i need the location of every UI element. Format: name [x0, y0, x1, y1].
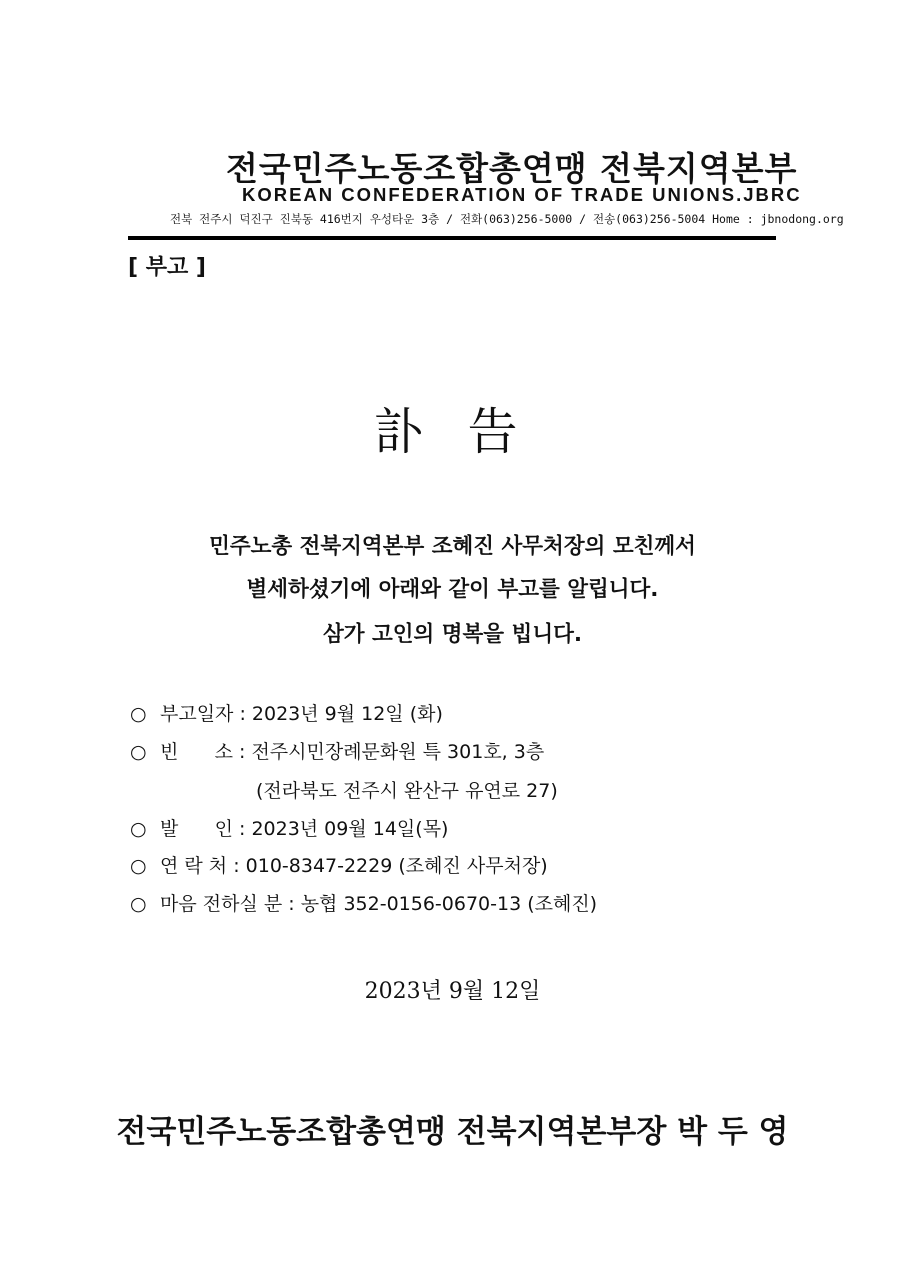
detail-value: 2023년 09월 14일(목) [251, 818, 449, 840]
bullet-icon: ○ [130, 855, 147, 877]
bullet-icon: ○ [130, 893, 147, 915]
detail-label: 빈 소 [160, 741, 233, 763]
signature: 전국민주노동조합총연맹 전북지역본부장 박 두 영 [116, 1114, 789, 1150]
org-name-korean: 전국민주노동조합총연맹 전북지역본부 [226, 149, 798, 188]
detail-label: 마음 전하실 분 [160, 893, 283, 915]
document-date: 2023년 9월 12일 [364, 979, 541, 1004]
bullet-icon: ○ [130, 703, 147, 725]
detail-row-date: ○ 부고일자 : 2023년 9월 12일 (화) [130, 703, 443, 725]
detail-row-departure: ○ 발 인 : 2023년 09월 14일(목) [130, 818, 449, 840]
message-line-1: 민주노총 전북지역본부 조혜진 사무처장의 모친께서 [209, 534, 696, 559]
org-address-line: 전북 전주시 덕진구 진북동 416번지 우성타운 3층 / 전화(063)256-5000 / 전송(063)256-5004 Home : jbnodong.org [170, 212, 844, 226]
detail-label: 연 락 처 [160, 855, 228, 877]
detail-value: 전주시민장례문화원 특 301호, 3층 [251, 741, 545, 763]
detail-value: 농협 352-0156-0670-13 (조혜진) [300, 893, 598, 915]
detail-label: 발 인 [160, 818, 233, 840]
message-line-3: 삼가 고인의 명복을 빕니다. [322, 622, 583, 647]
message-line-2: 별세하셨기에 아래와 같이 부고를 알립니다. [246, 577, 659, 602]
detail-value: 2023년 9월 12일 (화) [251, 703, 443, 725]
bullet-icon: ○ [130, 741, 147, 763]
header-divider [128, 236, 776, 240]
document-tag: [ 부고 ] [128, 255, 206, 280]
detail-label: 부고일자 [160, 703, 234, 725]
page-title: 訃 告 [373, 403, 532, 461]
detail-value: 010-8347-2229 (조혜진 사무처장) [245, 855, 548, 877]
detail-row-contact: ○ 연 락 처 : 010-8347-2229 (조혜진 사무처장) [130, 855, 548, 877]
detail-row-venue: ○ 빈 소 : 전주시민장례문화원 특 301호, 3층 [130, 741, 545, 763]
bullet-icon: ○ [130, 818, 147, 840]
venue-address: (전라북도 전주시 완산구 유연로 27) [256, 780, 558, 802]
org-name-english: KOREAN CONFEDERATION OF TRADE UNIONS.JBRC [242, 184, 802, 205]
detail-row-account: ○ 마음 전하실 분 : 농협 352-0156-0670-13 (조혜진) [130, 893, 598, 915]
